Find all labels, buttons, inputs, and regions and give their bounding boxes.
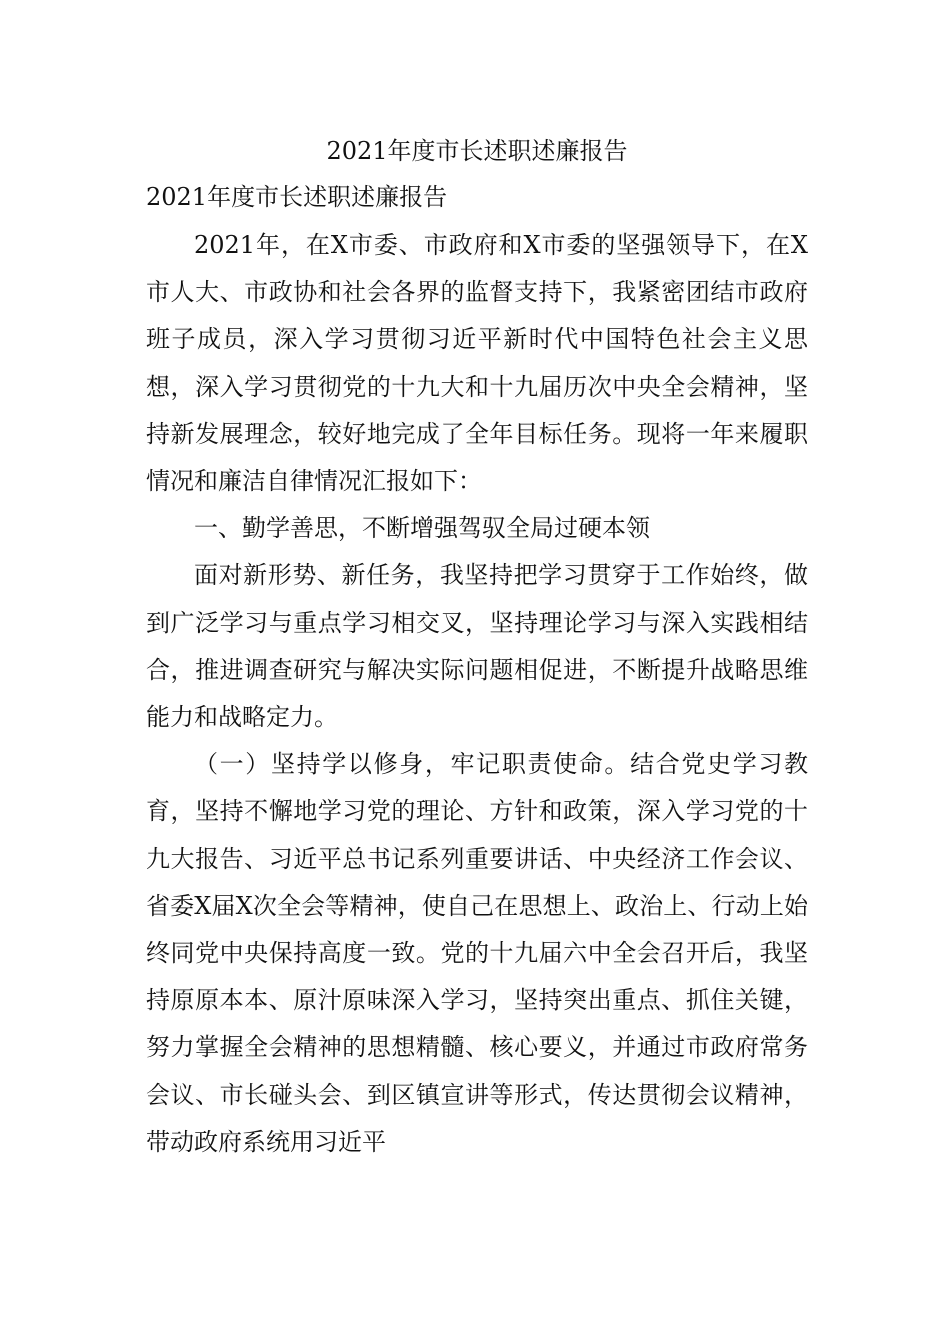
- paragraph-subsection-1: （一）坚持学以修身，牢记职责使命。结合党史学习教育，坚持不懈地学习党的理论、方针和政策，深入学习党的十九大报告、习近平总书记系列重要讲话、中央经济工作会议、省委X届X次全会等精神，使自己在思想上、政治上、行动上始终同党中央保持高度一致。党的十九届六中全会召开后，我坚持原原本本、原汁原味深入学习，坚持突出重点、抓住关键，努力掌握全会精神的思想精髓、核心要义，并通过市政府常务会议、市长碰头会、到区镇宣讲等形式，传达贯彻会议精神，带动政府系统用习近平: [146, 750, 808, 1156]
- paragraph-section-1: 面对新形势、新任务，我坚持把学习贯穿于工作始终，做到广泛学习与重点学习相交叉，坚持理论学习与深入实践相结合，推进调查研究与解决实际问题相促进，不断提升战略思维能力和战略定力。: [146, 561, 808, 732]
- document-body: [146, 128, 808, 1166]
- document-title: 2021年度市长述职述廉报告: [326, 137, 628, 165]
- document-subtitle: 2021年度市长述职述廉报告: [146, 183, 448, 211]
- paragraph-intro: 2021年，在X市委、市政府和X市委的坚强领导下，在X市人大、市政协和社会各界的监督支持下，我紧密团结市政府班子成员，深入学习贯彻习近平新时代中国特色社会主义思想，深入学习贯彻党的十九大和十九届历次中央全会精神，坚持新发展理念，较好地完成了全年目标任务。现将一年来履职情况和廉洁自律情况汇报如下：: [146, 231, 808, 496]
- section-heading-1: 一、勤学善思，不断增强驾驭全局过硬本领: [194, 514, 650, 543]
